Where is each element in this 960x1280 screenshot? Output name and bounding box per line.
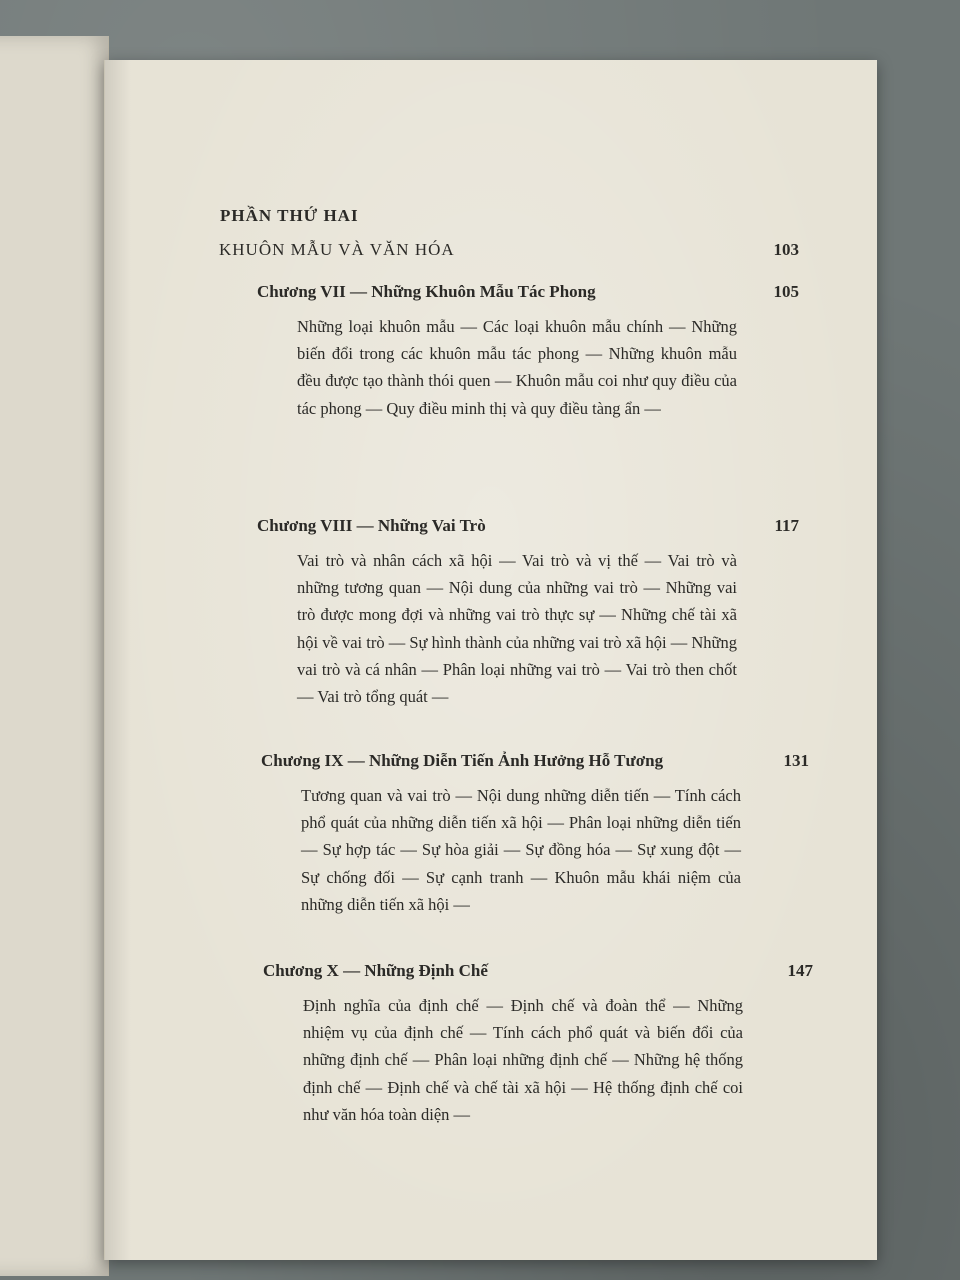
chapter-title: Chương VII — Những Khuôn Mẫu Tác Phong <box>257 282 596 301</box>
chapter-page-number: 131 <box>783 751 809 770</box>
chapter-description: Định nghĩa của định chế — Định chế và đoàn thể — Những nhiệm vụ của định chế — Tính cách phổ quát và biến đổi của những định chế — Phân loại những định chế — Những hệ thống định chế — Định chế và chế tài xã hội — Hệ thống định chế coi như văn hóa toàn diện — <box>303 996 743 1124</box>
table-of-contents <box>105 60 877 1260</box>
left-page-edge <box>0 36 109 1276</box>
part-title: PHẦN THỨ HAI <box>220 206 359 225</box>
part-page-number: 103 <box>773 240 799 259</box>
chapter-description: Vai trò và nhân cách xã hội — Vai trò và vị thế — Vai trò và những tương quan — Nội dung của những vai trò — Những vai trò được mong đợi và những vai trò thực sự — Những chế tài xã hội về vai trò — Sự hình thành của những vai trò xã hội — Những vai trò và cá nhân — Phân loại những vai trò — Vai trò then chốt — Vai trò tổng quát — <box>297 551 737 707</box>
chapter-page-number: 117 <box>774 516 799 535</box>
part-subtitle: KHUÔN MẪU VÀ VĂN HÓA <box>219 240 455 259</box>
chapter-heading <box>257 279 799 305</box>
part-subtitle-row <box>219 240 799 260</box>
chapter-heading <box>263 958 813 984</box>
chapter-heading <box>257 513 799 539</box>
book-page <box>104 60 877 1260</box>
chapter-title: Chương X — Những Định Chế <box>263 961 488 980</box>
chapter-title: Chương IX — Những Diễn Tiến Ảnh Hưởng Hỗ Tương <box>261 751 664 770</box>
chapter-entry <box>257 279 799 422</box>
chapter-title: Chương VIII — Những Vai Trò <box>257 516 486 535</box>
chapter-entry <box>257 513 799 710</box>
chapter-description: Tương quan và vai trò — Nội dung những diễn tiến — Tính cách phổ quát của những diễn tiến xã hội — Phân loại những diễn tiến — Sự hợp tác — Sự hòa giải — Sự đồng hóa — Sự xung đột — Sự chống đối — Sự cạnh tranh — Khuôn mẫu khái niệm của những diễn tiến xã hội — <box>301 786 741 914</box>
chapter-page-number: 105 <box>773 282 799 301</box>
chapter-description: Những loại khuôn mẫu — Các loại khuôn mẫu chính — Những biến đổi trong các khuôn mẫu tác phong — Những khuôn mẫu đều được tạo thành thói quen — Khuôn mẫu coi như quy điều của tác phong — Quy điều minh thị và quy điều tàng ẩn — <box>297 317 737 418</box>
chapter-entry <box>261 748 809 918</box>
chapter-entry <box>263 958 813 1128</box>
chapter-heading <box>261 748 809 774</box>
chapter-page-number: 147 <box>787 961 813 980</box>
